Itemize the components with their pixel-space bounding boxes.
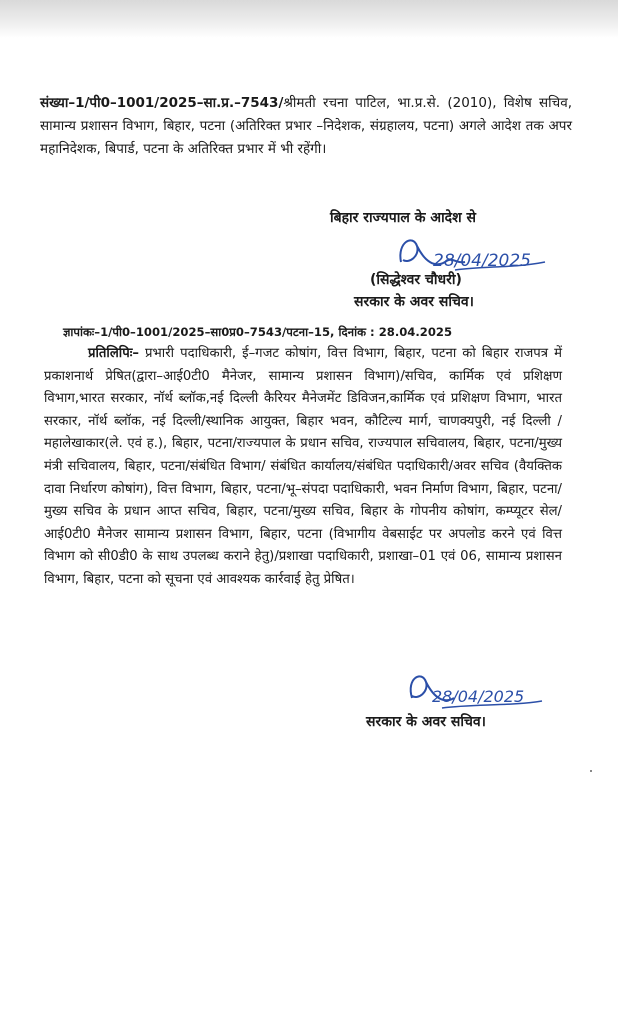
copy-body: प्रभारी पदाधिकारी, ई–गजट कोषांग, वित्त विभाग, बिहार, पटना को बिहार राजपत्र में प्रकाशनार्थ प्रेषित(द्वारा–आई0टी0 मैनेजर, सामान्य प्रशासन विभाग)/सचिव, कार्मिक एवं प्रशिक्षण विभाग,भारत सरकार, नॉर्थ ब्लॉक,नई दिल्ली कैरियर मैनेजमेंट डिविजन,कार्मिक एवं प्रशिक्षण विभाग, भारत सरकार, नॉर्थ ब्लॉक, नई दिल्ली/स्थानिक आयुक्त, बिहार भवन, कौटिल्य मार्ग, चाणक्यपुरी, नई दिल्ली /महालेखाकार(ले. एवं ह.), बिहार, पटना/राज्यपाल के प्रधान सचिव, राज्यपाल सचिवालय, बिहार, पटना/मुख्य मंत्री सचिवालय, बिहार, पटना/संबंधित विभाग/ संबंधित कार्यालय/संबंधित पदाधिकारी/अवर सचिव (वैयक्तिक दावा निर्धारण कोषांग), वित्त विभाग, बिहार, पटना/भू–संपदा पदाधिकारी, भवन निर्माण विभाग, बिहार, पटना/मुख्य सचिव के प्रधान आप्त सचिव, बिहार, पटना/मुख्य सचिव, बिहार के गोपनीय कोषांग, कम्प्यूटर सेल/आई0टी0 मैनेजर सामान्य प्रशासन विभाग, बिहार, पटना (विभागीय वेबसाईट पर अपलोड करने एवं वित्त विभाग को सी0डी0 के साथ उपलब्ध कराने हेतु)/प्रशाखा पदाधिकारी, प्रशाखा–01 एवं 06, सामान्य प्रशासन विभाग, बिहार, पटना को सूचना एवं आवश्यक कार्रवाई हेतु प्रेषित। [44, 346, 562, 587]
copy-distribution-paragraph [44, 343, 562, 592]
memo-number-line: ज्ञापांकः–1/पी0–1001/2025–सा0प्र0–7543/पटना–15, दिनांक : 28.04.2025 [63, 325, 453, 339]
signature-2 [402, 668, 552, 710]
signatory-designation: सरकार के अवर सचिव। [354, 294, 474, 310]
governor-order-line: बिहार राज्यपाल के आदेश से [330, 210, 476, 226]
copy-lead: प्रतिलिपिः– [88, 346, 139, 361]
order-paragraph-block [40, 92, 572, 161]
order-number: संख्या–1/पी0–1001/2025–सा.प्र.–7543/ [40, 95, 284, 111]
scan-speck [590, 770, 592, 772]
signature-2-date: 28/04/2025 [432, 687, 525, 706]
signature-1-date: 28/04/2025 [433, 251, 531, 271]
order-body: श्रीमती रचना पाटिल, भा.प्र.से. (2010), विशेष सचिव, सामान्य प्रशासन विभाग, बिहार, पटना (अतिरिक्त प्रभार –निदेशक, संग्रहालय, पटना) अगले आदेश तक अपर महानिदेशक, बिपार्ड, पटना के अतिरिक्त प्रभार में भी रहेंगी। [40, 95, 572, 157]
closing-designation: सरकार के अवर सचिव। [366, 714, 486, 730]
order-paragraph [40, 92, 572, 161]
scan-top-edge [0, 0, 618, 38]
signatory-name: (सिद्धेश्वर चौधरी) [370, 272, 462, 288]
signature-1 [395, 232, 555, 274]
